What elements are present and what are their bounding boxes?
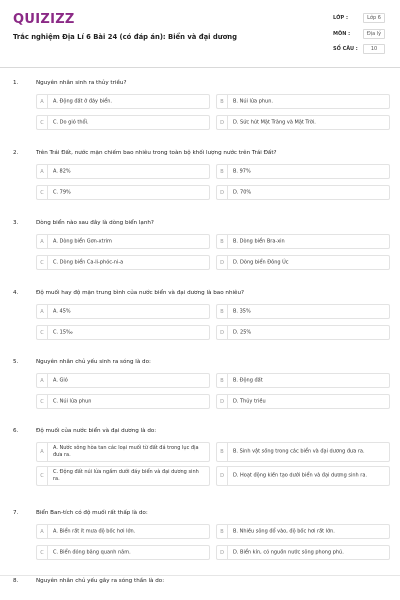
option-letter: B (217, 95, 228, 108)
answer-option-a[interactable] (36, 304, 210, 319)
option-text: B. Động đất (233, 377, 263, 383)
option-text: D. 70% (233, 189, 252, 195)
answer-option-a[interactable] (36, 234, 210, 249)
option-letter: A (37, 525, 48, 538)
option-letter: D (217, 256, 228, 269)
question-text: Nguyên nhân chủ yếu gây ra sóng thần là do: (36, 578, 165, 584)
question-count-label: SỐ CÂU : (333, 46, 358, 52)
option-text: C. Biển đóng băng quanh năm. (53, 549, 131, 555)
answer-option-d[interactable] (216, 255, 390, 270)
answer-option-d[interactable] (216, 325, 390, 340)
question-text: Độ muối của nước biển và đại dương là do: (36, 428, 157, 434)
option-letter: C (37, 186, 48, 199)
answer-option-a[interactable] (36, 524, 210, 539)
option-letter: B (217, 374, 228, 387)
option-text: B. Núi lửa phun. (233, 98, 273, 104)
option-text: B. 97% (233, 168, 251, 174)
option-text: D. Sức hút Mặt Trăng và Mặt Trời. (233, 119, 316, 125)
answer-option-a[interactable] (36, 164, 210, 179)
answer-option-c[interactable] (36, 466, 210, 486)
quiz-header (0, 0, 400, 68)
question-count-value: 10 (363, 44, 385, 54)
option-letter: A (37, 165, 48, 178)
option-letter: B (217, 235, 228, 248)
option-letter: A (37, 305, 48, 318)
option-text: C. Động đất núi lửa ngầm dưới đáy biển và đại dương sinh ra. (53, 469, 199, 482)
answer-option-c[interactable] (36, 325, 210, 340)
answer-option-d[interactable] (216, 115, 390, 130)
question-number: 3. (13, 220, 19, 226)
answer-option-a[interactable] (36, 442, 210, 462)
answer-option-a[interactable] (36, 94, 210, 109)
question-text: Độ muối hay độ mặn trung bình của nước biển và đại dương là bao nhiêu? (36, 290, 245, 296)
subject-label: MÔN : (333, 31, 351, 37)
answer-option-d[interactable] (216, 185, 390, 200)
option-letter: A (37, 235, 48, 248)
option-letter: C (37, 395, 48, 408)
option-letter: C (37, 467, 48, 485)
answer-option-b[interactable] (216, 94, 390, 109)
grade-label: LỚP : (333, 15, 348, 21)
subject-value: Địa lý (363, 29, 385, 39)
option-text: A. Dòng biển Gơn-xtrim (53, 238, 112, 244)
option-letter: D (217, 467, 228, 485)
option-letter: D (217, 186, 228, 199)
option-text: A. 45% (53, 308, 71, 314)
answer-option-d[interactable] (216, 545, 390, 560)
page-divider (0, 575, 400, 576)
option-text: A. Biển rất ít mưa độ bốc hơi lớn. (53, 528, 136, 534)
answer-option-c[interactable] (36, 115, 210, 130)
option-letter: D (217, 546, 228, 559)
option-text: A. Nước sông hòa tan các loại muối từ đất đá trong lục địa đưa ra. (53, 445, 199, 458)
page-title: Trắc nghiệm Địa Lí 6 Bài 24 (có đáp án): Biển và đại dương (13, 33, 237, 41)
option-text: C. 15‰ (53, 329, 73, 335)
option-text: B. Sinh vật sống trong các biển và đại dương đưa ra. (233, 448, 365, 455)
option-text: D. Thủy triều (233, 398, 266, 404)
option-letter: B (217, 525, 228, 538)
grade-value: Lớp 6 (363, 13, 385, 23)
option-text: C. Núi lửa phun (53, 398, 92, 404)
answer-option-b[interactable] (216, 524, 390, 539)
question-number: 4. (13, 290, 19, 296)
answer-option-b[interactable] (216, 442, 390, 462)
option-text: B. Dòng biển Bra-xin (233, 238, 285, 244)
option-text: C. 79% (53, 189, 71, 195)
option-text: C. Do gió thổi. (53, 119, 89, 125)
option-letter: B (217, 443, 228, 461)
option-text: A. Gió (53, 377, 68, 383)
answer-option-d[interactable] (216, 394, 390, 409)
option-text: B. 35% (233, 308, 251, 314)
answer-option-b[interactable] (216, 234, 390, 249)
answer-option-b[interactable] (216, 164, 390, 179)
answer-option-b[interactable] (216, 304, 390, 319)
answer-option-b[interactable] (216, 373, 390, 388)
option-letter: B (217, 305, 228, 318)
question-text: Nguyên nhân chủ yếu sinh ra sóng là do: (36, 359, 151, 365)
question-text: Trên Trái Đất, nước mặn chiếm bao nhiêu trong toàn bộ khối lượng nước trên Trái Đất? (36, 150, 277, 156)
option-letter: C (37, 116, 48, 129)
option-text: B. Nhiều sông đổ vào, độ bốc hơi rất lớn. (233, 528, 335, 534)
option-letter: D (217, 116, 228, 129)
answer-option-c[interactable] (36, 545, 210, 560)
answer-option-d[interactable] (216, 466, 390, 486)
answer-option-c[interactable] (36, 185, 210, 200)
option-letter: C (37, 326, 48, 339)
option-letter: A (37, 95, 48, 108)
option-letter: B (217, 165, 228, 178)
question-number: 8. (13, 578, 19, 584)
option-text: A. Động đất ở đáy biển. (53, 98, 112, 104)
option-letter: C (37, 256, 48, 269)
question-number: 7. (13, 510, 19, 516)
question-text: Nguyên nhân sinh ra thủy triều? (36, 80, 127, 86)
quizizz-logo: QUIZIZZ (13, 12, 75, 27)
option-letter: D (217, 326, 228, 339)
option-letter: C (37, 546, 48, 559)
question-number: 1. (13, 80, 19, 86)
answer-option-a[interactable] (36, 373, 210, 388)
question-text: Biển Ban-tích có độ muối rất thấp là do: (36, 510, 148, 516)
answer-option-c[interactable] (36, 394, 210, 409)
option-text: D. Dòng biển Đông Úc (233, 259, 289, 265)
option-letter: D (217, 395, 228, 408)
question-text: Dòng biển nào sau đây là dòng biển lạnh? (36, 220, 154, 226)
question-number: 2. (13, 150, 19, 156)
option-letter: A (37, 443, 48, 461)
option-text: A. 82% (53, 168, 71, 174)
option-text: C. Dòng biển Ca-li-phóc-ni-a (53, 259, 124, 265)
option-text: D. Biển kín, có nguồn nước sông phong phú. (233, 549, 344, 555)
option-letter: A (37, 374, 48, 387)
option-text: D. 25% (233, 329, 252, 335)
question-number: 5. (13, 359, 19, 365)
answer-option-c[interactable] (36, 255, 210, 270)
question-number: 6. (13, 428, 19, 434)
option-text: D. Hoạt động kiến tạo dưới biển và đại dương sinh ra. (233, 472, 367, 479)
